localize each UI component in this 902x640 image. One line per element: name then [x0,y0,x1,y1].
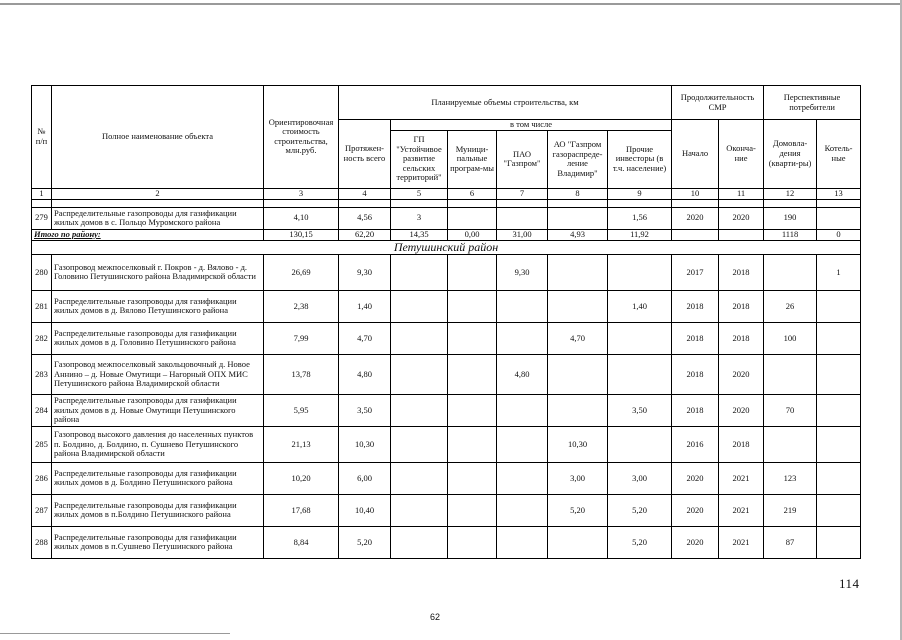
row-gp [391,426,448,462]
row-name: Распределительные газопроводы для газификации жилых домов в с. Польцо Муромского района [52,207,264,229]
total-cost: 130,15 [264,229,339,240]
row-ao: 3,00 [548,462,608,494]
row-gp [391,394,448,426]
table-row [32,290,861,322]
column-index: 11 [719,188,764,199]
total-other: 11,92 [608,229,672,240]
row-num: 288 [32,526,52,558]
row-num: 284 [32,394,52,426]
header-including: в том числе [391,120,672,131]
row-cost: 4,10 [264,207,339,229]
row-gp [391,526,448,558]
row-other: 1,56 [608,207,672,229]
row-municipal [448,394,497,426]
header-name: Полное наименование объекта [52,86,264,189]
header-municipal: Муници-пальные програм-мы [448,130,497,188]
row-ao [548,254,608,290]
row-length: 10,40 [339,494,391,526]
row-end: 2020 [719,394,764,426]
header-gp: ГП "Устойчивое развитие сельских территорий" [391,130,448,188]
row-ao [548,526,608,558]
header-ao: АО "Газпром газораспреде-ление Владимир" [548,130,608,188]
row-households: 219 [764,494,817,526]
row-start: 2018 [672,394,719,426]
row-end: 2021 [719,462,764,494]
gap-row [32,199,861,207]
row-name: Распределительные газопроводы для газификации жилых домов в п.Сушнево Петушинского района [52,526,264,558]
row-cost: 26,69 [264,254,339,290]
row-ao: 4,70 [548,322,608,354]
row-length: 9,30 [339,254,391,290]
row-households [764,426,817,462]
row-cost: 21,13 [264,426,339,462]
row-other: 3,00 [608,462,672,494]
header-planned-volumes: Планируемые объемы строительства, км [339,86,672,120]
row-name: Распределительные газопроводы для газификации жилых домов в д. Болдино Петушинского района [52,462,264,494]
column-index: 5 [391,188,448,199]
row-other: 1,40 [608,290,672,322]
row-ao [548,394,608,426]
row-end: 2018 [719,426,764,462]
row-pao [497,426,548,462]
header-boilers: Котель-ные [817,120,861,189]
row-gp [391,354,448,394]
row-cost: 2,38 [264,290,339,322]
row-pao [497,322,548,354]
row-boilers [817,494,861,526]
column-index: 13 [817,188,861,199]
row-pao [497,290,548,322]
row-end: 2018 [719,254,764,290]
column-index: 1 [32,188,52,199]
column-index: 9 [608,188,672,199]
row-municipal [448,322,497,354]
row-gp [391,254,448,290]
district-total-row [32,229,861,240]
row-cost: 13,78 [264,354,339,394]
row-pao [497,394,548,426]
table-row [32,354,861,394]
column-index: 8 [548,188,608,199]
row-start: 2020 [672,494,719,526]
row-start: 2017 [672,254,719,290]
table-row [32,322,861,354]
row-ao [548,354,608,394]
row-num: 282 [32,322,52,354]
row-start: 2020 [672,207,719,229]
header-households: Домовла-дения (кварти-ры) [764,120,817,189]
row-gp [391,322,448,354]
handwritten-sheet-number: 114 [839,576,860,591]
row-end: 2020 [719,354,764,394]
row-municipal [448,426,497,462]
header-cost: Ориентировочная стоимость строительства, млн.руб. [264,86,339,189]
row-households: 190 [764,207,817,229]
row-boilers [817,426,861,462]
total-gp: 14,35 [391,229,448,240]
row-boilers [817,322,861,354]
row-num: 283 [32,354,52,394]
column-index-row [32,188,861,199]
row-ao [548,290,608,322]
column-index: 12 [764,188,817,199]
row-boilers [817,526,861,558]
header-length: Протяжен-ность всего [339,120,391,189]
row-end: 2021 [719,494,764,526]
row-municipal [448,254,497,290]
row-num: 287 [32,494,52,526]
row-name: Распределительные газопроводы для газификации жилых домов в д. Вялово Петушинского района [52,290,264,322]
row-end: 2021 [719,526,764,558]
header-duration: Продолжительность СМР [672,86,764,120]
row-name: Распределительные газопроводы для газификации жилых домов в д. Головино Петушинского района [52,322,264,354]
district-heading-row [32,240,861,254]
row-pao [497,207,548,229]
row-municipal [448,526,497,558]
table-row [32,494,861,526]
row-gp [391,494,448,526]
row-boilers [817,290,861,322]
column-index: 7 [497,188,548,199]
total-boilers: 0 [817,229,861,240]
header-pao: ПАО "Газпром" [497,130,548,188]
row-end: 2020 [719,207,764,229]
row-other: 5,20 [608,494,672,526]
row-name: Газопровод межпоселковый закольцовочный д. Новое Аннино – д. Новые Омутищи – Нагорный ОПХ МИС Петушинского района Владимирской области [52,354,264,394]
row-num: 279 [32,207,52,229]
row-length: 5,20 [339,526,391,558]
row-municipal [448,290,497,322]
total-pao: 31,00 [497,229,548,240]
table-row [32,254,861,290]
row-other: 5,20 [608,526,672,558]
table-row [32,426,861,462]
row-boilers [817,354,861,394]
row-boilers: 1 [817,254,861,290]
row-households: 26 [764,290,817,322]
district-title: Петушинский район [32,240,861,254]
row-municipal [448,354,497,394]
column-index: 6 [448,188,497,199]
row-length: 4,80 [339,354,391,394]
row-households: 123 [764,462,817,494]
row-end: 2018 [719,290,764,322]
row-pao: 9,30 [497,254,548,290]
header-end: Оконча-ние [719,120,764,189]
row-name: Газопровод высокого давления до населенных пунктов п. Болдино, д. Болдино, п. Сушнево Петушинского района Владимирской области [52,426,264,462]
row-pao [497,526,548,558]
row-num: 280 [32,254,52,290]
row-gp: 3 [391,207,448,229]
row-length: 4,70 [339,322,391,354]
total-start [672,229,719,240]
row-other: 3,50 [608,394,672,426]
row-name: Распределительные газопроводы для газификации жилых домов в д. Новые Омутищи Петушинского района [52,394,264,426]
column-index: 3 [264,188,339,199]
row-pao [497,462,548,494]
row-ao: 5,20 [548,494,608,526]
table-row [32,394,861,426]
row-boilers [817,394,861,426]
column-index: 10 [672,188,719,199]
row-num: 285 [32,426,52,462]
row-length: 3,50 [339,394,391,426]
row-other [608,354,672,394]
gasification-table [31,85,861,559]
row-cost: 5,95 [264,394,339,426]
row-cost: 10,20 [264,462,339,494]
row-length: 4,56 [339,207,391,229]
table-row [32,526,861,558]
row-ao [548,207,608,229]
total-end [719,229,764,240]
row-households [764,254,817,290]
row-households: 70 [764,394,817,426]
row-households [764,354,817,394]
row-boilers [817,462,861,494]
row-gp [391,290,448,322]
row-start: 2018 [672,290,719,322]
header-other: Прочие инвесторы (в т.ч. население) [608,130,672,188]
row-pao [497,494,548,526]
row-name: Распределительные газопроводы для газификации жилых домов в п.Болдино Петушинского района [52,494,264,526]
row-municipal [448,494,497,526]
row-cost: 8,84 [264,526,339,558]
row-pao: 4,80 [497,354,548,394]
row-start: 2020 [672,526,719,558]
row-other [608,426,672,462]
row-name: Газопровод межпоселковый г. Покров - д. Вялово - д. Головино Петушинского района Владимирской области [52,254,264,290]
row-households: 87 [764,526,817,558]
row-households: 100 [764,322,817,354]
column-index: 2 [52,188,264,199]
row-municipal [448,207,497,229]
header-consumers: Перспективные потребители [764,86,861,120]
total-households: 1118 [764,229,817,240]
row-cost: 17,68 [264,494,339,526]
row-length: 10,30 [339,426,391,462]
row-length: 1,40 [339,290,391,322]
row-start: 2018 [672,354,719,394]
total-length: 62,20 [339,229,391,240]
scan-top-edge [0,3,902,5]
row-other [608,322,672,354]
row-boilers [817,207,861,229]
row-other [608,254,672,290]
row-start: 2020 [672,462,719,494]
row-num: 286 [32,462,52,494]
scan-bottom-rule [0,633,230,634]
row-num: 281 [32,290,52,322]
header-start: Начало [672,120,719,189]
row-gp [391,462,448,494]
total-municipal: 0,00 [448,229,497,240]
row-length: 6,00 [339,462,391,494]
row-start: 2018 [672,322,719,354]
total-ao: 4,93 [548,229,608,240]
header-num: № п/п [32,86,52,189]
row-start: 2016 [672,426,719,462]
row-end: 2018 [719,322,764,354]
row-cost: 7,99 [264,322,339,354]
row-municipal [448,462,497,494]
table-row [32,462,861,494]
page-number: 62 [430,612,441,622]
table-row [32,207,861,229]
column-index: 4 [339,188,391,199]
total-label: Итого по району: [34,229,101,239]
row-ao: 10,30 [548,426,608,462]
